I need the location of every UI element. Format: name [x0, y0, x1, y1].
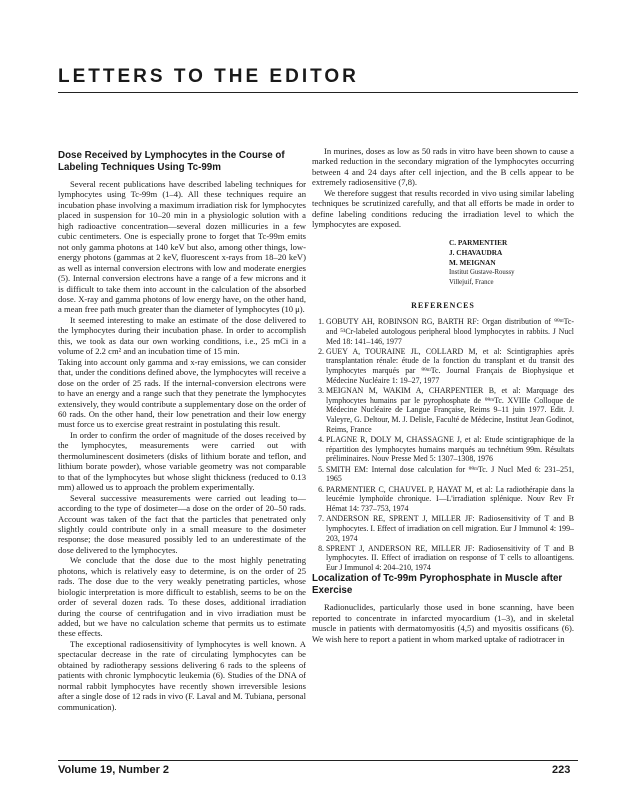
section-title: LETTERS TO THE EDITOR — [58, 66, 359, 87]
article1-paragraph: Several successive measurements were carried out leading to—according to the type of dosimeter—a dose on the order of 20–50 rads. Account was taken of the fact that the particles that penetrated only slightly could contribute only in a small measure to the dosimeter response; the dose measured possibly led to an underestimate of the dose delivered to the lymphocytes. — [58, 492, 306, 555]
reference-item: 7. ANDERSON RE, SPRENT J, MILLER JF: Radiosensitivity of T and B lymphocytes. I. Effect of irradiation on cell migration. Eur J Immunol 4: 199–203, 1974 — [326, 514, 574, 543]
author-name: M. MEIGNAN — [449, 258, 496, 268]
reference-item: 1. GOBUTY AH, ROBINSON RG, BARTH RF: Organ distribution of ⁹⁹ᵐTc- and ⁵¹Cr-labeled autologous peripheral blood lymphocytes in rabbits. J Nucl Med 18: 141–146, 1977 — [326, 317, 574, 346]
reference-item: 2. GUEY A, TOURAINE JL, COLLARD M, et al: Scintigraphies après transplantation rénale: étude de la fonction du transplant et du transit des lymphocytes marqués par ⁹⁹ᵐTc. Journal Français de Biophysique et Médecine Nucléaire 1: 19–27, 1977 — [326, 347, 574, 386]
references-list — [312, 317, 574, 573]
article1-title: Dose Received by Lymphocytes in the Course of Labeling Techniques Using Tc-99m — [58, 150, 285, 173]
reference-item: 4. PLAGNE R, DOLY M, CHASSAGNE J, et al: Etude scintigraphique de la répartition des lymphocytes humains marqués au technétium 99m. Résultats préliminaires. Nouv Presse Med 5: 1307–1308, 1976 — [326, 435, 574, 464]
footer-volume: Volume 19, Number 2 — [58, 764, 170, 776]
article1-paragraph: Several recent publications have described labeling techniques for lymphocytes using Tc-99m (1–4). All these techniques require an incubation phase involving a maximum irradiation risk for lymphocytes placed in suspension for 10–20 min in a physiologic solution with a high radioactive concentration—several dozen millicuries in a few cubic centimeters. One is especially prone to forget that Tc-99m emits not only gamma photons at 140 keV but also, among other things, low-energy photons (gammas at 2 keV, fluorescent x-rays from 18–20 keV) as well as internal conversion electrons with low and moderate energies (5). Internal conversion electrons have a range of a few microns and it is difficult to take them into account in the calculation of the absorbed dose. X-ray and gamma photons of low energy have, on the other hand, a mean free path much greater than the diameter of lymphocytes (10 μ). — [58, 179, 306, 315]
article1-paragraph: We therefore suggest that results recorded in vivo using similar labeling techniques be scrutinized carefully, and that all efforts be made in order to define labeling conditions reducing the irradiation level to which the lymphocytes are exposed. — [312, 187, 574, 230]
reference-item: 8. SPRENT J, ANDERSON RE, MILLER JF: Radiosensitivity of T and B lymphocytes. II. Effect of irradiation on response of T cells to alloantigens. Eur J Immunol 4: 204–210, 1974 — [326, 544, 574, 573]
references-heading: REFERENCES — [411, 300, 475, 310]
article1-paragraph: In murines, doses as low as 50 rads in vitro have been shown to cause a marked reduction in the secondary migration of the lymphocytes occurring between 4 and 24 days after cell injection, and the B cells appear to be extremely radiosensitive (7,8). — [312, 146, 574, 188]
author-name: J. CHAVAUDRA — [449, 247, 503, 257]
author-block — [312, 238, 574, 289]
right-column — [312, 146, 574, 644]
article2-title: Localization of Tc-99m Pyrophosphate in Muscle after Exercise — [312, 573, 563, 596]
article1-paragraph: In order to confirm the order of magnitude of the doses received by the lymphocytes, measurements were carried out with thermoluminescent dosimeters (disks of lithium borate and teflon, and lithium borate powder), whose variable geometry was not comparable to that of the lymphocytes but whose slight thickness (reduced to 0.13 mm) allowed us to approach the problem experimentally. — [58, 429, 306, 493]
page-number: 223 — [552, 764, 571, 776]
author-affiliation: Institut Gustave-Roussy — [449, 269, 515, 277]
header-rule — [58, 92, 578, 93]
footer-rule — [58, 760, 578, 761]
author-location: Villejuif, France — [449, 279, 494, 287]
article1-paragraph: It seemed interesting to make an estimate of the dose delivered to the lymphocytes during their incubation phase. In order to accomplish this, we took as data our own working conditions, i.e., 25 mCi in a volume of 2.2 cm² and an incubation time of 15 min. — [58, 314, 306, 357]
author-name: C. PARMENTIER — [449, 237, 508, 247]
article2-paragraph: Radionuclides, particularly those used in bone scanning, have been reported to concentrate in infarcted myocardium (1–3), and in skeletal muscle in patients with dermatomyositis (4,5) and myositis ossificans (6). We wish here to report a patient in whom marked uptake of radiotracer in — [312, 602, 574, 644]
article1-paragraph: The exceptional radiosensitivity of lymphocytes is well known. A spectacular decrease in the rate of circulating lymphocytes can be obtained by radiotherapy sessions delivering 6 rads to the spleens of patients with chronic lymphocytic leukemia (6). Studies of the DNA of normal rabbit lymphocytes have recently shown irreversible lesions after a single dose of 12 rads in vivo (F. Laval and M. Tubiana, personal communication). — [58, 638, 306, 712]
reference-item: 3. MEIGNAN M, WAKIM A, CHARPENTIER B, et al: Marquage des lymphocytes humains par le pyrophosphate de ⁹⁹ᵐTc. XVIIIe Colloque de Médecine Nucléaire de Langue Française, Reims 9–11 juin 1977. Edit. J. Valeyre, G. Deltour, M. J. Delisle, Faculté de Médecine, Institut Jean Godinot, Reims, France — [326, 386, 574, 435]
reference-item: 5. SMITH EM: Internal dose calculation for ⁹⁹ᵐTc. J Nucl Med 6: 231–251, 1965 — [326, 465, 574, 484]
reference-item: 6. PARMENTIER C, CHAUVEL P, HAYAT M, et al: La radiothérapie dans la leucémie lymphoïde chronique. I—L'irradiation splénique. Nouv Rev Fr Hémat 14: 737–753, 1974 — [326, 485, 574, 514]
article1-paragraph: Taking into account only gamma and x-ray emissions, we can consider that, under the conditions defined above, the lymphocytes will receive a dose on the order of 25 rads. If the internal-conversion electrons were to have an energy and a range such that they penetrate the lymphocytes extensively, they would contribute a supplementary dose on the order of 60 rads. On the other hand, their low penetration and their low energy must force us to exercise great restraint in postulating this result. — [58, 356, 306, 430]
article1-paragraph: We conclude that the dose due to the most highly penetrating photons, which is relatively easy to determine, is on the order of 25 rads. The dose due to the very weakly penetrating particles, whose biologic interpretation is more difficult to establish, seems to be on the order of several dozen rads. To these doses, additional irradiation during the course of centrifugation and in vivo irradiation must be added, but we have no calculation scheme that permits us to estimate these effects. — [58, 555, 306, 639]
left-column — [58, 150, 306, 712]
